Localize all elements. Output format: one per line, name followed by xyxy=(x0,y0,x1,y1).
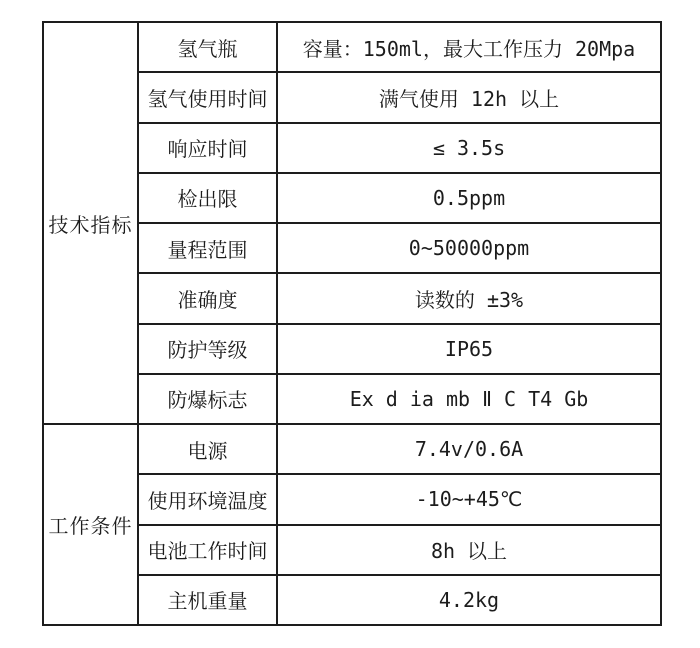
row-label: 氢气使用时间 xyxy=(138,72,277,122)
row-value: ≤ 3.5s xyxy=(277,123,661,173)
group-cell-working-conditions: 工作条件 xyxy=(43,424,138,625)
row-value: 0.5ppm xyxy=(277,173,661,223)
row-label: 电源 xyxy=(138,424,277,474)
row-label: 氢气瓶 xyxy=(138,22,277,72)
row-value: 4.2kg xyxy=(277,575,661,625)
row-value: 7.4v/0.6A xyxy=(277,424,661,474)
row-label: 防护等级 xyxy=(138,324,277,374)
row-label: 量程范围 xyxy=(138,223,277,273)
row-value: 8h 以上 xyxy=(277,525,661,575)
table-row xyxy=(43,22,661,72)
row-label: 使用环境温度 xyxy=(138,474,277,524)
spec-table xyxy=(42,21,662,626)
row-label: 响应时间 xyxy=(138,123,277,173)
row-label: 主机重量 xyxy=(138,575,277,625)
row-value: 0~50000ppm xyxy=(277,223,661,273)
group-cell-technical-specs: 技术指标 xyxy=(43,22,138,424)
row-label: 准确度 xyxy=(138,273,277,323)
row-value: Ex d ia mb Ⅱ C T4 Gb xyxy=(277,374,661,424)
spec-table-body xyxy=(43,22,661,625)
table-row xyxy=(43,424,661,474)
row-value: 满气使用 12h 以上 xyxy=(277,72,661,122)
row-label: 电池工作时间 xyxy=(138,525,277,575)
row-value: -10~+45℃ xyxy=(277,474,661,524)
row-value: 容量：150ml，最大工作压力 20Mpa xyxy=(277,22,661,72)
row-label: 检出限 xyxy=(138,173,277,223)
row-value: 读数的 ±3% xyxy=(277,273,661,323)
row-value: IP65 xyxy=(277,324,661,374)
row-label: 防爆标志 xyxy=(138,374,277,424)
